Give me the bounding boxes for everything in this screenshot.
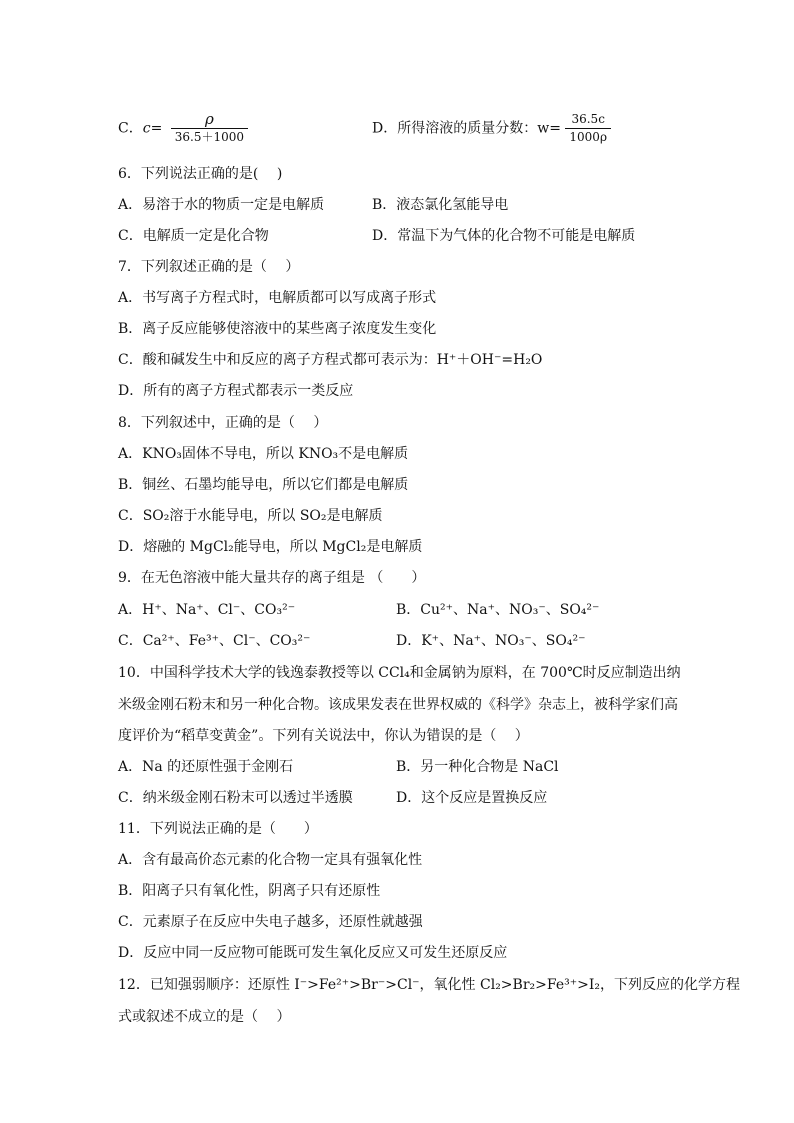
q8-option-c: C．SO₂溶于水能导电，所以 SO₂是电解质: [118, 508, 383, 524]
q11-option-a: A．含有最高价态元素的化合物一定具有强氧化性: [118, 852, 423, 868]
q7-option-b: B．离子反应能够使溶液中的某些离子浓度发生变化: [118, 321, 437, 337]
q11-option-c: C．元素原子在反应中失电子越多，还原性就越强: [118, 914, 423, 930]
q8-option-b: B．铜丝、石墨均能导电，所以它们都是电解质: [118, 477, 409, 493]
q5-option-c-numerator: ρ: [171, 112, 248, 129]
q10-stem-line-2: 米级金刚石粉末和另一种化合物。该成果发表在世界权威的《科学》杂志上，被科学家们高: [118, 697, 678, 713]
q10-option-d: D．这个反应是置换反应: [396, 790, 548, 806]
q10-stem-line-3: 度评价为“稻草变黄金”。下列有关说法中，你认为错误的是（ ）: [118, 728, 529, 744]
q6-option-c: C．电解质一定是化合物: [118, 228, 269, 244]
q7-option-d: D．所有的离子方程式都表示一类反应: [118, 383, 354, 399]
q5-option-d-numerator: 36.5c: [565, 112, 611, 129]
q9-stem: 9．在无色溶液中能大量共存的离子组是 （ ）: [118, 570, 426, 586]
q5-option-c: [118, 112, 248, 145]
q5-option-d-prefix: D．所得溶液的质量分数：w=: [372, 120, 561, 137]
q9-option-b: B．Cu²⁺、Na⁺、NO₃⁻、SO₄²⁻: [396, 602, 600, 618]
q11-option-b: B．阳离子只有氧化性，阴离子只有还原性: [118, 883, 381, 899]
q5-option-c-var: c: [142, 120, 151, 137]
q9-option-d: D．K⁺、Na⁺、NO₃⁻、SO₄²⁻: [396, 633, 586, 649]
q7-option-a: A．书写离子方程式时，电解质都可以写成离子形式: [118, 290, 437, 306]
q7-option-c: C．酸和碱发生中和反应的离子方程式都可表示为：H⁺＋OH⁻=H₂O: [118, 352, 543, 368]
q11-option-d: D．反应中同一反应物可能既可发生氧化反应又可发生还原反应: [118, 945, 508, 961]
q8-option-a: A．KNO₃固体不导电，所以 KNO₃不是电解质: [118, 446, 409, 462]
q5-option-c-prefix: C．: [118, 120, 143, 137]
q6-option-d: D．常温下为气体的化合物不可能是电解质: [372, 228, 636, 244]
q5-option-c-eq: =: [150, 120, 163, 137]
q9-option-a: A．H⁺、Na⁺、Cl⁻、CO₃²⁻: [118, 602, 296, 618]
q5-option-d: [372, 112, 611, 145]
q6-option-b: B．液态氯化氢能导电: [372, 197, 509, 213]
q9-option-c: C．Ca²⁺、Fe³⁺、Cl⁻、CO₃²⁻: [118, 633, 311, 649]
q10-stem-line-1: 10．中国科学技术大学的钱逸泰教授等以 CCl₄和金属钠为原料，在 700℃时反应制造出纳: [118, 665, 681, 681]
q7-stem: 7．下列叙述正确的是（ ）: [118, 259, 300, 275]
q6-stem: 6．下列说法正确的是( ): [118, 166, 283, 182]
q5-option-d-fraction: [565, 112, 611, 145]
q10-option-c: C．纳米级金刚石粉末可以透过半透膜: [118, 790, 353, 806]
q8-option-d: D．熔融的 MgCl₂能导电，所以 MgCl₂是电解质: [118, 539, 423, 555]
q10-option-a: A．Na 的还原性强于金刚石: [118, 759, 294, 775]
q12-stem-line-2: 式或叙述不成立的是（ ）: [118, 1009, 291, 1025]
q11-stem: 11．下列说法正确的是（ ）: [118, 821, 318, 837]
q5-option-c-denominator: 36.5＋1000: [174, 130, 245, 144]
q8-stem: 8．下列叙述中，正确的是（ ）: [118, 415, 328, 431]
q5-option-d-denominator: 1000ρ: [569, 130, 607, 144]
q6-option-a: A．易溶于水的物质一定是电解质: [118, 197, 325, 213]
q12-stem-line-1: 12．已知强弱顺序：还原性 I⁻>Fe²⁺>Br⁻>Cl⁻，氧化性 Cl₂>Br₂>Fe³⁺>I₂，下列反应的化学方程: [118, 977, 740, 993]
q10-option-b: B．另一种化合物是 NaCl: [396, 759, 559, 775]
q5-option-c-fraction: [171, 112, 248, 145]
